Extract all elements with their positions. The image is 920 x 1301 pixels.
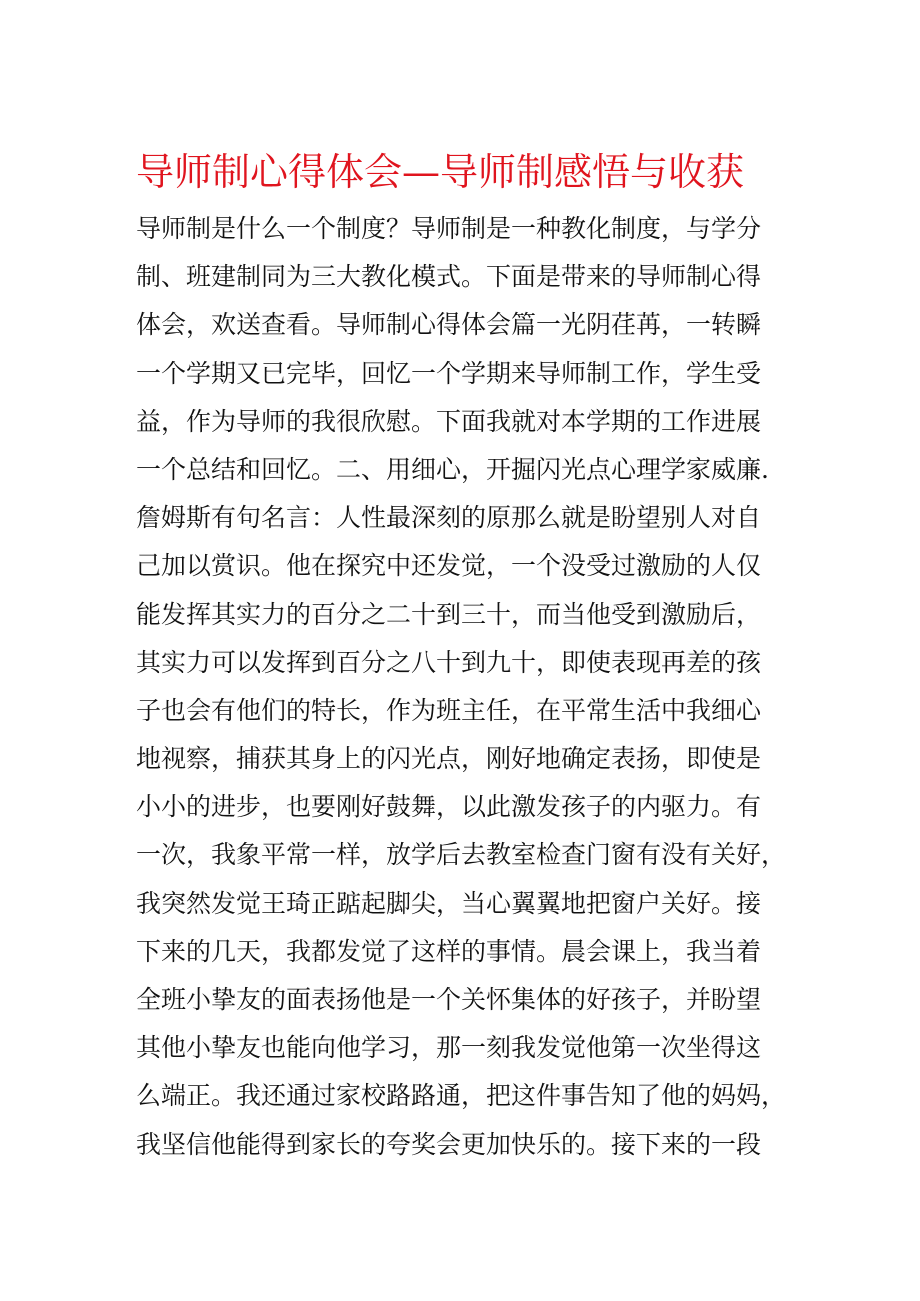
body-line: 我突然发觉王琦正踮起脚尖，当心翼翼地把窗户关好。接 [136, 888, 762, 918]
body-line: 一个学期又已完毕，回忆一个学期来导师制工作，学生受 [136, 358, 762, 388]
body-line: 地视察，捕获其身上的闪光点，刚好地确定表扬，即使是 [136, 744, 762, 774]
body-line: 体会，欢送查看。导师制心得体会篇一光阴荏苒，一转瞬 [136, 310, 762, 340]
body-line: 下来的几天，我都发觉了这样的事情。晨会课上，我当着 [136, 936, 762, 966]
body-line: 己加以赏识。他在探究中还发觉，一个没受过激励的人仅 [136, 551, 762, 581]
document-body [136, 205, 796, 1169]
body-line: 么端正。我还通过家校路路通，把这件事告知了他的妈妈， [136, 1081, 787, 1111]
body-line: 其实力可以发挥到百分之八十到九十，即使表现再差的孩 [136, 647, 762, 677]
body-line: 一次，我象平常一样，放学后去教室检查门窗有没有关好， [136, 840, 787, 870]
body-line: 制、班建制同为三大教化模式。下面是带来的导师制心得 [136, 262, 762, 292]
body-line: 我坚信他能得到家长的夸奖会更加快乐的。接下来的一段 [136, 1129, 762, 1159]
body-line: 导师制是什么一个制度？导师制是一种教化制度，与学分 [136, 214, 762, 243]
body-line: 其他小挚友也能向他学习，那一刻我发觉他第一次坐得这 [136, 1033, 762, 1063]
body-line: 詹姆斯有句名言：人性最深刻的原那么就是盼望别人对自 [136, 503, 762, 533]
body-line: 小小的进步，也要刚好鼓舞，以此激发孩子的内驱力。有 [136, 792, 762, 822]
body-line: 全班小挚友的面表扬他是一个关怀集体的好孩子，并盼望 [136, 985, 762, 1014]
body-line: 益，作为导师的我很欣慰。下面我就对本学期的工作进展 [136, 406, 762, 436]
body-line: 子也会有他们的特长，作为班主任，在平常生活中我细心 [136, 695, 762, 725]
document-title: 导师制心得体会—导师制感悟与收获 [136, 150, 745, 194]
body-line: 一个总结和回忆。二、用细心，开掘闪光点心理学家威廉. [136, 454, 769, 484]
body-line: 能发挥其实力的百分之二十到三十，而当他受到激励后， [136, 599, 762, 629]
